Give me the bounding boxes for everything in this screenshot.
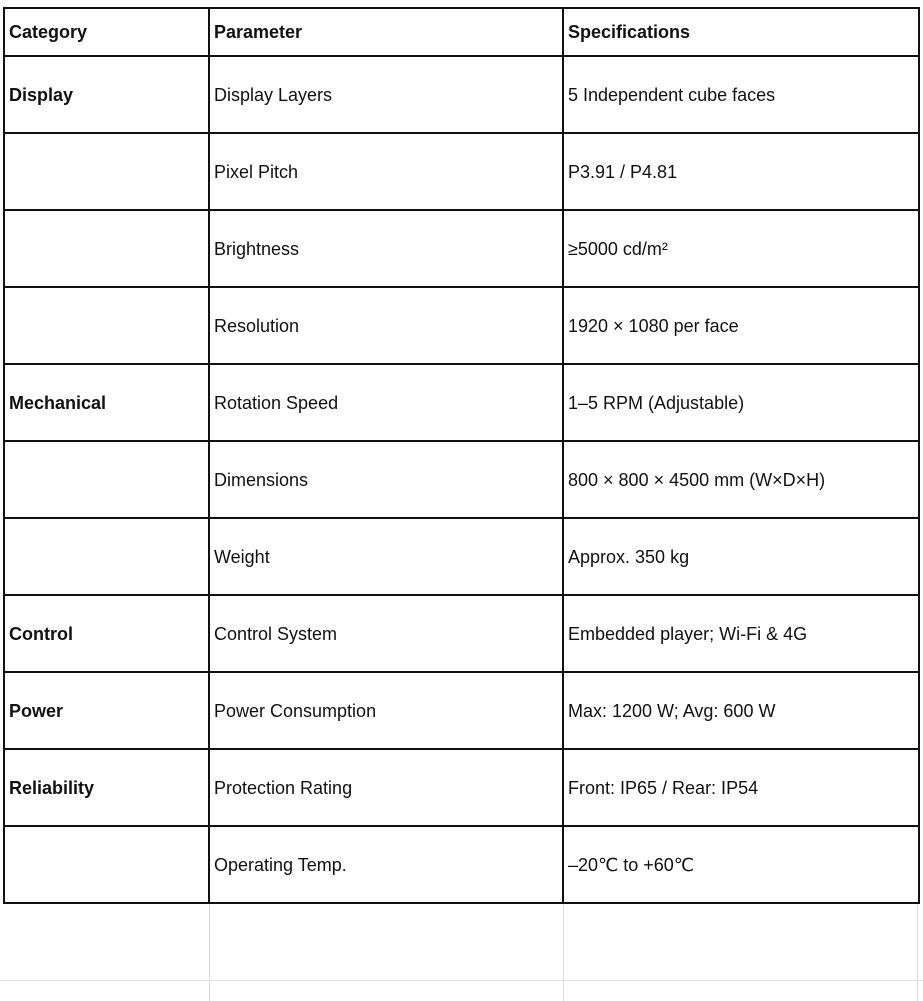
table-row [4, 826, 919, 903]
table-row [4, 595, 919, 672]
category-cell[interactable] [4, 441, 209, 518]
parameter-cell[interactable]: Operating Temp. [209, 826, 563, 903]
table-row [4, 287, 919, 364]
specification-cell[interactable]: Front: IP65 / Rear: IP54 [563, 749, 919, 826]
category-cell[interactable] [4, 210, 209, 287]
category-cell[interactable]: Display [4, 56, 209, 133]
specification-cell[interactable]: Embedded player; Wi-Fi & 4G [563, 595, 919, 672]
category-cell[interactable]: Mechanical [4, 364, 209, 441]
sheet-gridline [209, 902, 210, 1001]
category-cell[interactable]: Power [4, 672, 209, 749]
table-header-row [4, 8, 919, 56]
category-cell[interactable]: Reliability [4, 749, 209, 826]
specification-cell[interactable]: 1–5 RPM (Adjustable) [563, 364, 919, 441]
specification-cell[interactable]: Approx. 350 kg [563, 518, 919, 595]
parameter-cell[interactable]: Rotation Speed [209, 364, 563, 441]
table-row [4, 56, 919, 133]
parameter-cell[interactable]: Control System [209, 595, 563, 672]
specification-cell[interactable]: P3.91 / P4.81 [563, 133, 919, 210]
specification-cell[interactable]: Max: 1200 W; Avg: 600 W [563, 672, 919, 749]
table-row [4, 441, 919, 518]
category-cell[interactable] [4, 133, 209, 210]
table-row [4, 364, 919, 441]
table-row [4, 133, 919, 210]
category-cell[interactable] [4, 287, 209, 364]
parameter-cell[interactable]: Weight [209, 518, 563, 595]
specification-cell[interactable]: ≥5000 cd/m² [563, 210, 919, 287]
specification-cell[interactable]: 1920 × 1080 per face [563, 287, 919, 364]
header-specifications[interactable]: Specifications [563, 8, 919, 56]
header-category[interactable]: Category [4, 8, 209, 56]
parameter-cell[interactable]: Power Consumption [209, 672, 563, 749]
specification-cell[interactable]: 5 Independent cube faces [563, 56, 919, 133]
parameter-cell[interactable]: Display Layers [209, 56, 563, 133]
category-cell[interactable] [4, 826, 209, 903]
table-row [4, 749, 919, 826]
specification-cell[interactable]: –20℃ to +60℃ [563, 826, 919, 903]
table-row [4, 518, 919, 595]
parameter-cell[interactable]: Resolution [209, 287, 563, 364]
sheet-gridline [917, 902, 918, 1001]
parameter-cell[interactable]: Dimensions [209, 441, 563, 518]
parameter-cell[interactable]: Brightness [209, 210, 563, 287]
table-row [4, 210, 919, 287]
category-cell[interactable]: Control [4, 595, 209, 672]
parameter-cell[interactable]: Pixel Pitch [209, 133, 563, 210]
header-parameter[interactable]: Parameter [209, 8, 563, 56]
sheet-gridline [563, 902, 564, 1001]
category-cell[interactable] [4, 518, 209, 595]
specifications-table [3, 7, 920, 904]
sheet-gridline [0, 980, 923, 981]
table-row [4, 672, 919, 749]
specification-cell[interactable]: 800 × 800 × 4500 mm (W×D×H) [563, 441, 919, 518]
parameter-cell[interactable]: Protection Rating [209, 749, 563, 826]
